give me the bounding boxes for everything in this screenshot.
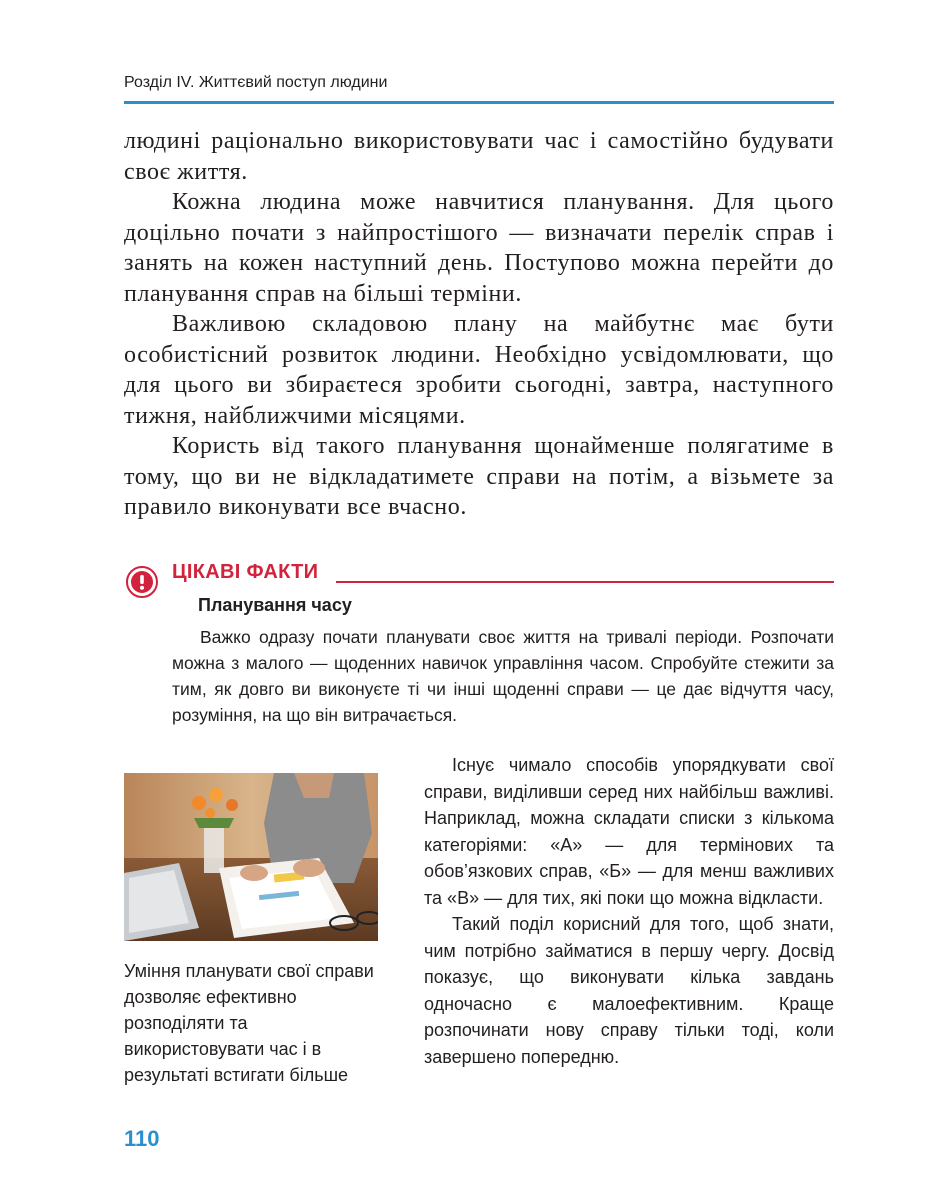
chapter-title: Розділ IV. Життєвий поступ людини xyxy=(124,74,388,91)
page-header xyxy=(124,74,834,104)
planning-photo xyxy=(124,773,378,941)
paragraph: Важливою складовою плану на майбутнє має бути особистісний розвиток людини. Необхідно усвідомлювати, що для цього ви збираєтеся зробити сьогодні, завтра, наступного тижня, найближчими місяцями. xyxy=(124,311,834,429)
paragraph: Такий поділ корисний для того, щоб знати, чим потрібно займатися в першу чергу. Досвід показує, що виконувати кілька завдань одночасно є малоефективним. Краще розпочинати нову справу тільки тоді, коли завершено попередню. xyxy=(424,914,834,1067)
paragraph: Існує чимало способів упорядкувати свої справи, виділивши серед них найбільш важливі. Наприклад, можна складати списки з кількома категоріями: «А» — для термінових та обов’язкових справ, «Б» — для менш важливих та «В» — для тих, які поки що можна відкласти. xyxy=(424,755,834,908)
facts-body xyxy=(172,624,834,728)
paragraph: людині раціонально використовувати час і самостійно будувати своє життя. xyxy=(124,128,834,185)
paragraph: Користь від такого планування щонайменше полягатиме в тому, що ви не відкладатимете справи на потім, а візьмете за правило виконувати все вчасно. xyxy=(124,433,834,520)
header-rule xyxy=(124,101,834,104)
facts-text: Важко одразу почати планувати своє життя на тривалі періоди. Розпочати можна з малого — щоденних навичок управління часом. Спробуйте стежити за тим, як довго ви виконуєте ті чи інші щоденні справи — це дає відчуття часу, розуміння, на що він витрачається. xyxy=(172,627,834,725)
facts-subtitle: Планування часу xyxy=(198,595,352,615)
page-number: 110 xyxy=(124,1126,160,1151)
exclamation-circle-icon xyxy=(126,566,158,598)
photo-caption: Уміння планувати свої справи дозволяє ефективно розподіляти та використовувати час і в результаті встигати більше xyxy=(124,961,374,1085)
right-column xyxy=(424,752,834,1070)
facts-rule xyxy=(336,581,834,583)
paragraph: Кожна людина може навчитися планування. Для цього доцільно почати з найпростішого — визначати перелік справ і занять на кожен наступний день. Поступово можна перейти до планування справ на більші терміни. xyxy=(124,189,834,307)
main-text xyxy=(124,126,834,523)
facts-title: ЦІКАВІ ФАКТИ xyxy=(172,561,319,583)
